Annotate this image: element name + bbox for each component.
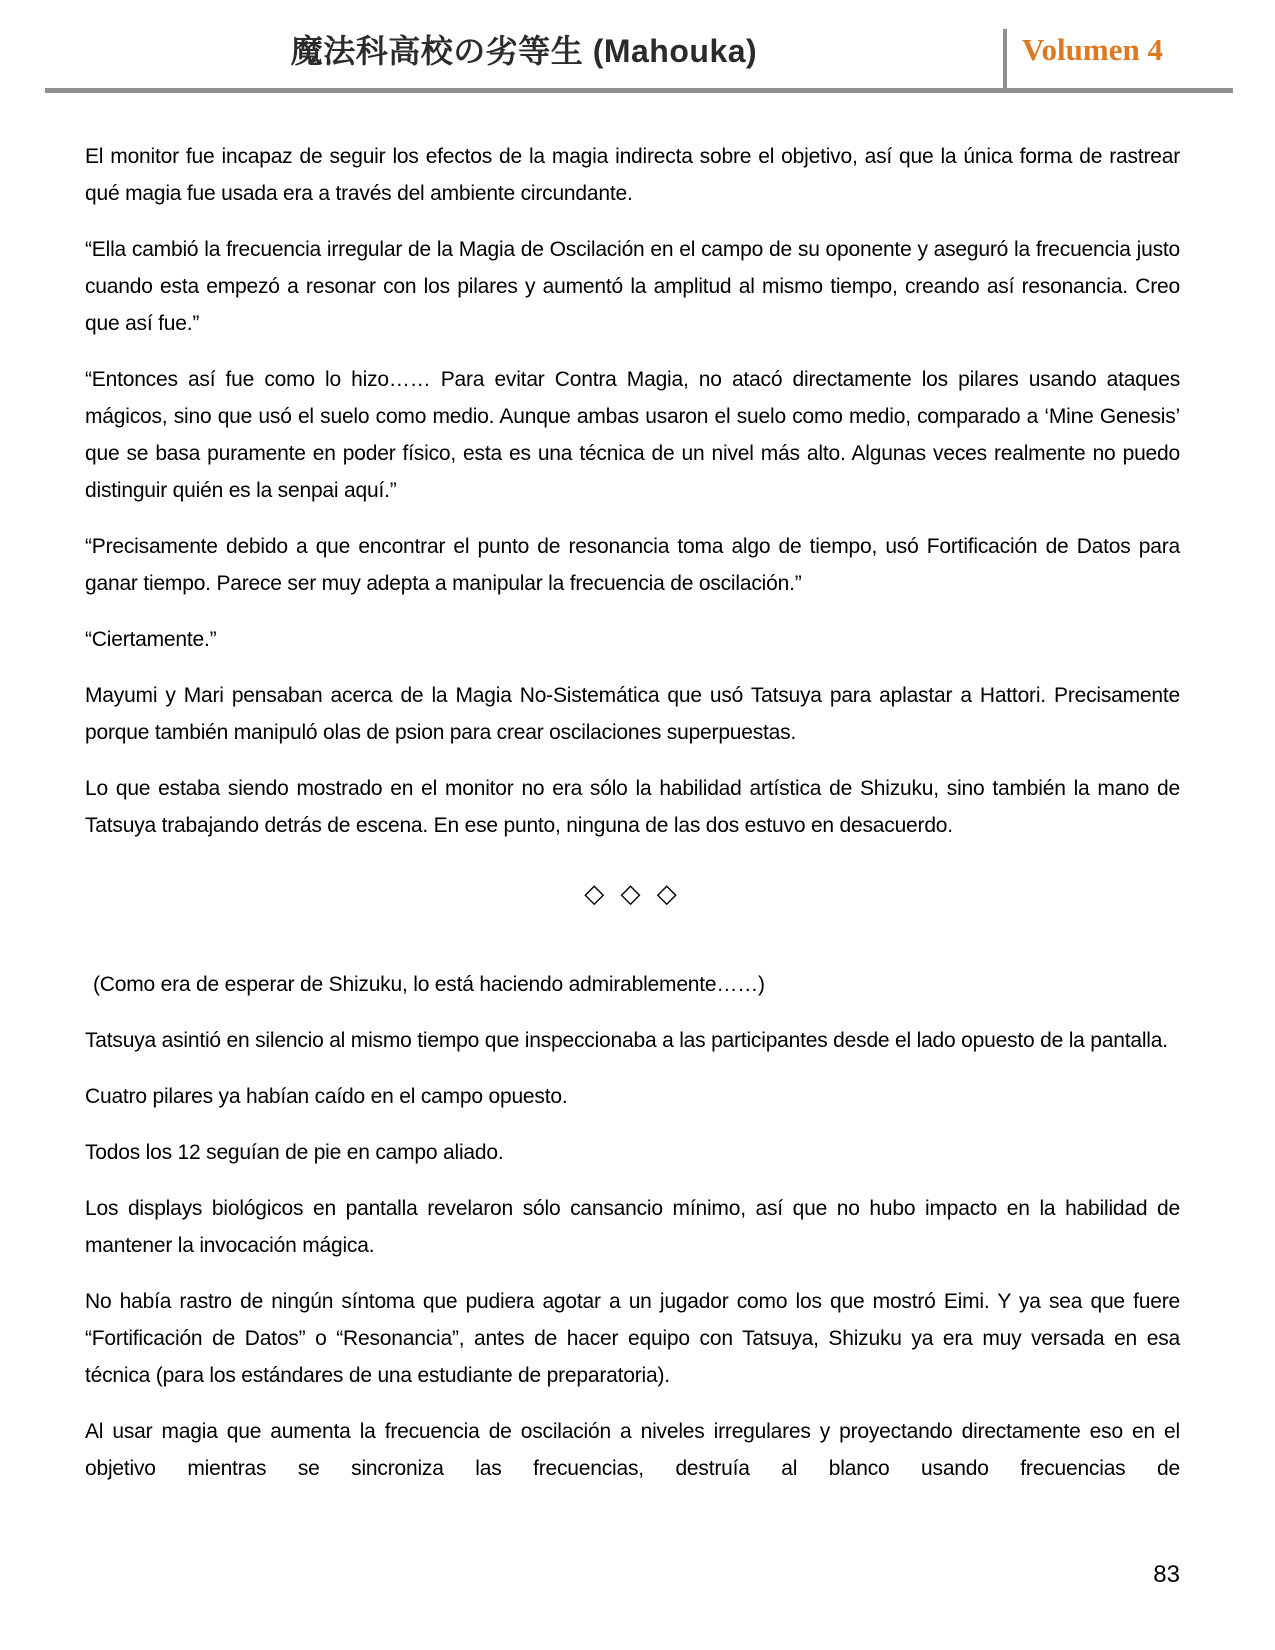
header-rule <box>45 88 1233 93</box>
section-divider: ◇ ◇ ◇ <box>584 879 681 909</box>
paragraph: Cuatro pilares ya habían caído en el campo opuesto. <box>85 1085 568 1108</box>
paragraph: No había rastro de ningún síntoma que pudiera agotar a un jugador como los que mostró Eimi. Y ya sea que fuere “Fortificación de Datos” o “Resonancia”, antes de hacer equipo con Tatsuya, Shizuku ya era muy versada en esa técnica (para los estándares de una estudiante de preparatoria). <box>85 1290 1180 1387</box>
paragraph: “Precisamente debido a que encontrar el punto de resonancia toma algo de tiempo, usó Fortificación de Datos para ganar tiempo. Parece ser muy adepta a manipular la frecuencia de oscilación.” <box>85 535 1180 595</box>
book-title: 魔法科高校の劣等生 (Mahouka) <box>290 33 758 69</box>
paragraph: “Ella cambió la frecuencia irregular de la Magia de Oscilación en el campo de su oponente y aseguró la frecuencia justo cuando esta empezó a resonar con los pilares y aumentó la amplitud al mismo tiempo, creando así resonancia. Creo que así fue.” <box>85 238 1180 335</box>
paragraph: Tatsuya asintió en silencio al mismo tiempo que inspeccionaba a las participantes desde el lado opuesto de la pantalla. <box>85 1029 1168 1052</box>
paragraph: Al usar magia que aumenta la frecuencia de oscilación a niveles irregulares y proyectando directamente eso en el objetivo mientras se sincroniza las frecuencias, destruía al blanco usando frecuencias de <box>85 1420 1180 1480</box>
paragraph: Todos los 12 seguían de pie en campo aliado. <box>85 1141 504 1164</box>
paragraph: “Entonces así fue como lo hizo…… Para evitar Contra Magia, no atacó directamente los pilares usando ataques mágicos, sino que usó el suelo como medio. Aunque ambas usaron el suelo como medio, comparado a ‘Mine Genesis’ que se basa puramente en poder físico, esta es una técnica de un nivel más alto. Algunas veces realmente no puedo distinguir quién es la senpai aquí.” <box>85 368 1180 502</box>
page-number: 83 <box>1153 1561 1180 1588</box>
document-header <box>0 0 1275 93</box>
volume-label: Volumen 4 <box>1022 32 1163 67</box>
body-text <box>85 138 1180 1506</box>
paragraph: Lo que estaba siendo mostrado en el monitor no era sólo la habilidad artística de Shizuku, sino también la mano de Tatsuya trabajando detrás de escena. En ese punto, ninguna de las dos estuvo en desacuerdo. <box>85 777 1180 837</box>
paragraph: “Ciertamente.” <box>85 628 217 651</box>
paragraph: El monitor fue incapaz de seguir los efectos de la magia indirecta sobre el objetivo, así que la única forma de rastrear qué magia fue usada era a través del ambiente circundante. <box>85 145 1180 205</box>
paragraph: (Como era de esperar de Shizuku, lo está haciendo admirablemente……) <box>93 973 765 996</box>
header-vertical-divider <box>1003 29 1007 93</box>
paragraph: Mayumi y Mari pensaban acerca de la Magia No-Sistemática que usó Tatsuya para aplastar a Hattori. Precisamente porque también manipuló olas de psion para crear oscilaciones superpuestas. <box>85 684 1180 744</box>
paragraph: Los displays biológicos en pantalla revelaron sólo cansancio mínimo, así que no hubo impacto en la habilidad de mantener la invocación mágica. <box>85 1197 1180 1257</box>
